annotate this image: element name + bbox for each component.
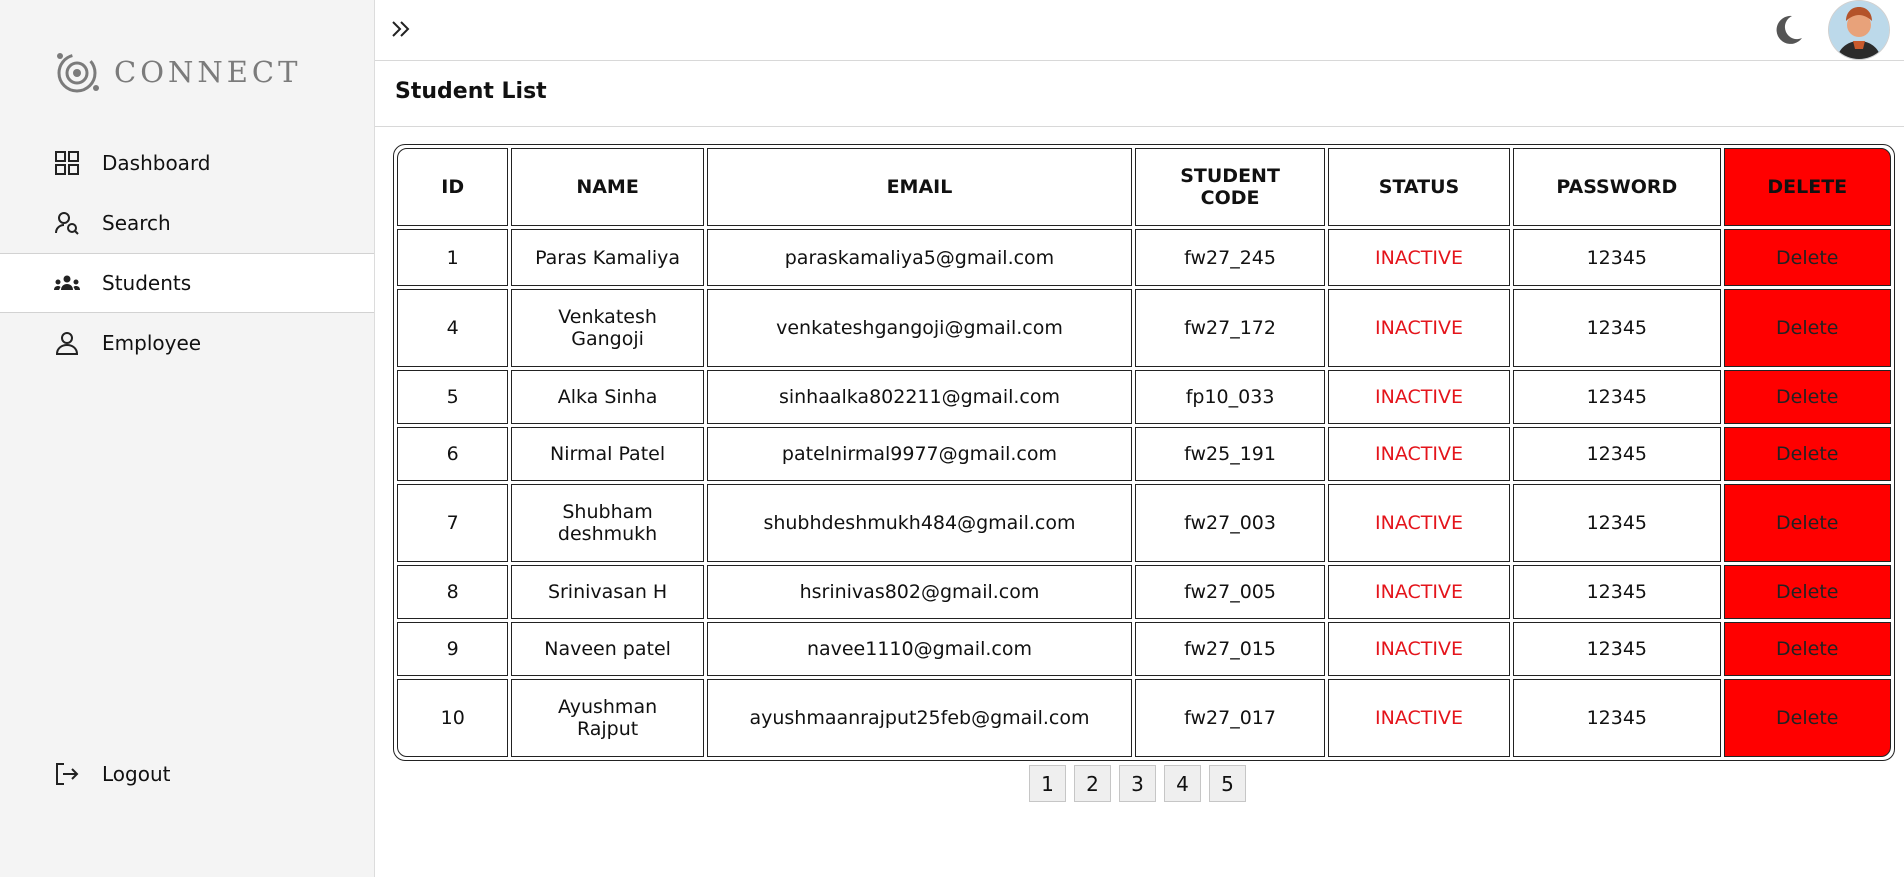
cell-password: 12345 [1513,484,1720,562]
column-header-password: PASSWORD [1513,148,1720,226]
delete-button[interactable]: Delete [1724,289,1891,367]
cell-email: paraskamaliya5@gmail.com [707,229,1132,286]
delete-button[interactable]: Delete [1724,679,1891,757]
cell-id: 1 [397,229,508,286]
sidebar-item-label: Search [102,211,171,235]
column-header-email: EMAIL [707,148,1132,226]
delete-button[interactable]: Delete [1724,484,1891,562]
cell-email: patelnirmal9977@gmail.com [707,427,1132,481]
page-button-2[interactable]: 2 [1074,765,1111,802]
cell-id: 8 [397,565,508,619]
table-row [397,622,1891,676]
cell-student-code: fw27_017 [1135,679,1325,757]
table-row [397,370,1891,424]
cell-email: shubhdeshmukh484@gmail.com [707,484,1132,562]
cell-status: INACTIVE [1328,679,1510,757]
delete-button[interactable]: Delete [1724,370,1891,424]
cell-id: 4 [397,289,508,367]
cell-student-code: fp10_033 [1135,370,1325,424]
cell-student-code: fw27_005 [1135,565,1325,619]
cell-id: 9 [397,622,508,676]
table-row [397,484,1891,562]
cell-password: 12345 [1513,229,1720,286]
cell-password: 12345 [1513,289,1720,367]
cell-id: 5 [397,370,508,424]
table-row [397,427,1891,481]
pagination [1029,765,1246,802]
cell-status: INACTIVE [1328,565,1510,619]
page-button-1[interactable]: 1 [1029,765,1066,802]
cell-name: Naveen patel [511,622,703,676]
table-header-row [397,148,1891,226]
cell-status: INACTIVE [1328,427,1510,481]
sidebar-item-label: Employee [102,331,202,355]
cell-email: navee1110@gmail.com [707,622,1132,676]
page-button-4[interactable]: 4 [1164,765,1201,802]
cell-name: Venkatesh Gangoji [511,289,703,367]
cell-status: INACTIVE [1328,289,1510,367]
cell-status: INACTIVE [1328,229,1510,286]
page-header [375,61,1904,127]
sidebar-item-search[interactable] [0,193,374,253]
dashboard-grid-icon [54,150,80,176]
column-header-status: STATUS [1328,148,1510,226]
cell-password: 12345 [1513,622,1720,676]
table-row [397,229,1891,286]
cell-id: 6 [397,427,508,481]
table-row [397,289,1891,367]
sidebar-nav [0,133,374,373]
cell-password: 12345 [1513,565,1720,619]
cell-email: venkateshgangoji@gmail.com [707,289,1132,367]
students-group-icon [54,270,80,296]
cell-password: 12345 [1513,370,1720,424]
cell-email: ayushmaanrajput25feb@gmail.com [707,679,1132,757]
sidebar [0,0,375,877]
page-button-3[interactable]: 3 [1119,765,1156,802]
top-bar [375,0,1904,61]
cell-name: Ayushman Rajput [511,679,703,757]
cell-student-code: fw27_172 [1135,289,1325,367]
cell-name: Alka Sinha [511,370,703,424]
delete-button[interactable]: Delete [1724,229,1891,286]
student-table [393,144,1895,761]
page-button-5[interactable]: 5 [1209,765,1246,802]
user-search-icon [54,210,80,236]
logout-button[interactable] [0,744,374,804]
table-row [397,679,1891,757]
avatar-illustration-icon [1829,1,1889,59]
cell-name: Srinivasan H [511,565,703,619]
cell-email: hsrinivas802@gmail.com [707,565,1132,619]
cell-password: 12345 [1513,427,1720,481]
cell-email: sinhaalka802211@gmail.com [707,370,1132,424]
connect-logo-icon [50,44,106,100]
sidebar-item-label: Dashboard [102,151,211,175]
page-title: Student List [395,79,547,104]
cell-name: Nirmal Patel [511,427,703,481]
sidebar-item-label: Students [102,271,192,295]
table-row [397,565,1891,619]
cell-status: INACTIVE [1328,622,1510,676]
logo[interactable] [50,44,301,100]
cell-id: 7 [397,484,508,562]
expand-sidebar-icon[interactable] [387,14,417,44]
cell-student-code: fw27_003 [1135,484,1325,562]
user-icon [54,330,80,356]
logo-text: CONNECT [114,55,302,89]
sidebar-item-dashboard[interactable] [0,133,374,193]
cell-student-code: fw25_191 [1135,427,1325,481]
cell-name: Paras Kamaliya [511,229,703,286]
cell-status: INACTIVE [1328,370,1510,424]
logout-icon [54,761,80,787]
column-header-name: NAME [511,148,703,226]
cell-password: 12345 [1513,679,1720,757]
cell-student-code: fw27_015 [1135,622,1325,676]
dark-mode-moon-icon[interactable] [1770,12,1806,48]
cell-name: Shubham deshmukh [511,484,703,562]
delete-button[interactable]: Delete [1724,622,1891,676]
delete-button[interactable]: Delete [1724,565,1891,619]
column-header-delete: DELETE [1724,148,1891,226]
cell-id: 10 [397,679,508,757]
delete-button[interactable]: Delete [1724,427,1891,481]
column-header-student-code: STUDENT CODE [1135,148,1325,226]
sidebar-item-students[interactable] [0,253,374,313]
cell-status: INACTIVE [1328,484,1510,562]
logout-label: Logout [102,762,171,786]
sidebar-item-employee[interactable] [0,313,374,373]
column-header-id: ID [397,148,508,226]
cell-student-code: fw27_245 [1135,229,1325,286]
avatar[interactable] [1828,0,1890,60]
